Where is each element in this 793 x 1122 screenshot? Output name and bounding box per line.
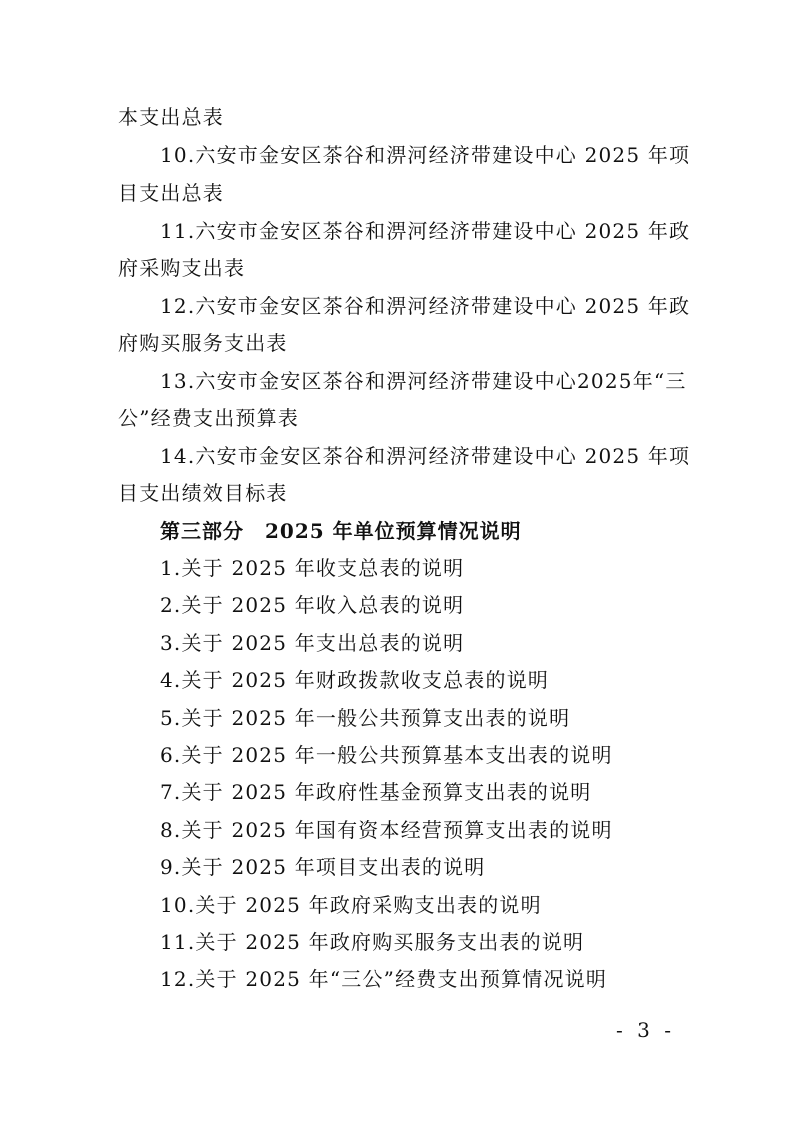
part3-item: 3.关于 2025 年支出总表的说明	[160, 631, 465, 655]
part3-item: 4.关于 2025 年财政拨款收支总表的说明	[160, 668, 550, 692]
catalog-item-12-line2: 府购买服务支出表	[118, 331, 288, 355]
part3-item: 11.关于 2025 年政府购买服务支出表的说明	[160, 930, 585, 954]
catalog-item-14-line1: 14.六安市金安区茶谷和淠河经济带建设中心 2025 年项	[160, 444, 691, 468]
part3-item: 9.关于 2025 年项目支出表的说明	[160, 855, 486, 879]
part3-item: 8.关于 2025 年国有资本经营预算支出表的说明	[160, 818, 613, 842]
page-number: - 3 -	[616, 1018, 675, 1042]
catalog-item-11-line1: 11.六安市金安区茶谷和淠河经济带建设中心 2025 年政	[160, 219, 691, 243]
catalog-item-11-line2: 府采购支出表	[118, 256, 246, 280]
catalog-item-13-line1: 13.六安市金安区茶谷和淠河经济带建设中心2025年“三	[160, 369, 687, 393]
part3-heading: 第三部分 2025 年单位预算情况说明	[160, 519, 522, 543]
catalog-item-12-line1: 12.六安市金安区茶谷和淠河经济带建设中心 2025 年政	[160, 294, 691, 318]
catalog-item-10-line2: 目支出总表	[118, 181, 224, 205]
catalog-item-9-continuation: 本支出总表	[118, 105, 224, 129]
catalog-item-14-line2: 目支出绩效目标表	[118, 481, 288, 505]
part3-item: 10.关于 2025 年政府采购支出表的说明	[160, 893, 542, 917]
part3-item: 7.关于 2025 年政府性基金预算支出表的说明	[160, 780, 592, 804]
part3-item: 5.关于 2025 年一般公共预算支出表的说明	[160, 706, 571, 730]
part3-item: 6.关于 2025 年一般公共预算基本支出表的说明	[160, 743, 613, 767]
catalog-item-10-line1: 10.六安市金安区茶谷和淠河经济带建设中心 2025 年项	[160, 143, 691, 167]
part3-item: 12.关于 2025 年“三公”经费支出预算情况说明	[160, 967, 608, 991]
catalog-item-13-line2: 公”经费支出预算表	[118, 406, 300, 430]
part3-item: 2.关于 2025 年收入总表的说明	[160, 593, 465, 617]
part3-item: 1.关于 2025 年收支总表的说明	[160, 556, 465, 580]
